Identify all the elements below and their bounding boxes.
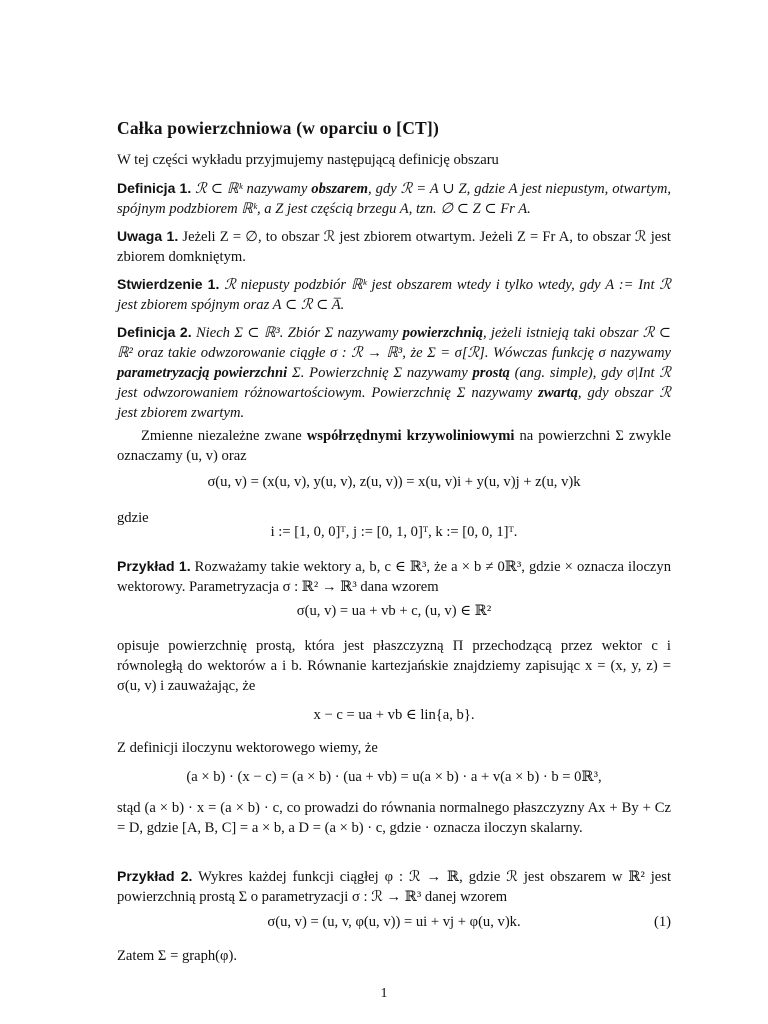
- remark-1-label: Uwaga 1.: [117, 228, 179, 244]
- equation-plane: σ(u, v) = ua + vb + c, (u, v) ∈ ℝ²: [296, 603, 492, 619]
- definition-2-label: Definicja 2.: [117, 324, 192, 340]
- example-2: [117, 866, 671, 907]
- paragraph-cross-product: Z definicji iloczynu wektorowego wiemy, że: [117, 740, 378, 756]
- definition-2-text-2: , jeżeli istnieją taki obszar ℛ ⊂ ℝ² oraz takie odwzorowanie ciągłe σ : ℛ → ℝ³, że Σ = σ[ℛ]. Wówczas funkcję σ nazywamy: [117, 325, 671, 361]
- definition-2-term-surface: powierzchnią: [402, 325, 483, 341]
- paragraph-coordinates-term: współrzędnymi krzywoliniowymi: [306, 428, 515, 444]
- definition-1-label: Definicja 1.: [117, 180, 192, 196]
- definition-2-term-simple: prostą: [472, 365, 510, 381]
- equation-cross-product: (a × b) · (x − c) = (a × b) · (ua + vb) = u(a × b) · a + v(a × b) · b = 0ℝ³,: [186, 769, 602, 785]
- equation-sigma: σ(u, v) = (x(u, v), y(u, v), z(u, v)) = x(u, v)i + y(u, v)j + z(u, v)k: [207, 474, 581, 490]
- paragraph-graph: Zatem Σ = graph(φ).: [117, 948, 237, 964]
- paragraph-coordinates-text-1: Zmienne niezależne zwane: [141, 428, 302, 444]
- remark-1: [117, 226, 671, 267]
- intro-paragraph: W tej części wykładu przyjmujemy następującą definicję obszaru: [117, 152, 499, 168]
- example-2-label: Przykład 2.: [117, 868, 193, 884]
- definition-2-text-5: , gdy obszar ℛ jest zbiorem zwartym.: [117, 385, 671, 421]
- paragraph-coordinates-text-2: na powierzchni Σ zwykle oznaczamy (u, v) oraz: [117, 428, 672, 464]
- example-1-text: Rozważamy takie wektory a, b, c ∈ ℝ³, że a × b ≠ 0ℝ³, gdzie × oznacza iloczyn wektorowy. Parametryzacja σ : ℝ² → ℝ³ dana wzorem: [117, 559, 671, 595]
- example-2-text: Wykres każdej funkcji ciągłej φ : ℛ → ℝ, gdzie ℛ jest obszarem w ℝ² jest powierzchnią prostą Σ o parametryzacji σ : ℛ → ℝ³ danej wzorem: [117, 869, 672, 905]
- paragraph-normal-equation: stąd (a × b) · x = (a × b) · c, co prowadzi do równania normalnego płaszczyzny Ax + By + Cz = D, gdzie [A, B, C] = a × b, a D = (a × b) · c, gdzie · oznacza iloczyn skalarny.: [117, 800, 671, 836]
- paragraph-plane: opisuje powierzchnię prostą, która jest płaszczyzną Π przechodzącą przez wektor c i równoległą do wektorów a i b. Równanie kartezjańskie znajdziemy zapisując x = (x, y, z) = σ(u, v) i zauważając, że: [117, 638, 671, 694]
- page-number: 1: [380, 986, 388, 1001]
- section-title: Całka powierzchniowa (w oparciu o [CT]): [117, 118, 439, 138]
- example-1-label: Przykład 1.: [117, 558, 191, 574]
- definition-2: [117, 322, 671, 423]
- definition-2-term-compact: zwartą: [538, 385, 578, 401]
- proposition-1-text: ℛ niepusty podzbiór ℝᵏ jest obszarem wtedy i tylko wtedy, gdy A := Int ℛ jest zbiorem spójnym oraz A ⊂ ℛ ⊂ A̅.: [117, 277, 671, 313]
- example-1: [117, 556, 671, 597]
- definition-2-term-parametrization: parametryzacją powierzchni: [117, 365, 288, 381]
- proposition-1: [117, 274, 671, 315]
- definition-2-text-3: Σ. Powierzchnię Σ nazywamy: [292, 365, 468, 381]
- proposition-1-label: Stwierdzenie 1.: [117, 276, 220, 292]
- definition-2-text-4: (ang. simple), gdy σ|Int ℛ jest odwzorowaniem różnowartościowym. Powierzchnię Σ nazywamy: [117, 365, 671, 401]
- definition-1-text-b: , gdy ℛ = A ∪ Z, gdzie A jest niepustym, otwartym, spójnym podzbiorem ℝᵏ, a Z jest częścią brzegu A, tzn. ∅ ⊂ Z ⊂ Fr A.: [117, 181, 672, 217]
- definition-1: [117, 178, 671, 219]
- equation-span: x − c = ua + vb ∈ lin{a, b}.: [313, 707, 475, 723]
- definition-1-term: obszarem: [311, 181, 369, 197]
- equation-basis: i := [1, 0, 0]ᵀ, j := [0, 1, 0]ᵀ, k := [0, 0, 1]ᵀ.: [270, 524, 518, 540]
- paragraph-coordinates: [117, 426, 671, 466]
- definition-1-text-a: ℛ ⊂ ℝᵏ nazywamy: [195, 181, 308, 197]
- equation-graph-body: σ(u, v) = (u, v, φ(u, v)) = ui + vj + φ(u, v)k.: [267, 914, 521, 930]
- remark-1-text: Jeżeli Z = ∅, to obszar ℛ jest zbiorem otwartym. Jeżeli Z = Fr A, to obszar ℛ jest zbiorem domkniętym.: [117, 229, 671, 265]
- equation-number: (1): [653, 914, 671, 930]
- definition-2-text-1: Niech Σ ⊂ ℝ³. Zbiór Σ nazywamy: [195, 325, 399, 341]
- equation-graph: [117, 914, 671, 931]
- word-gdzie: gdzie: [117, 510, 149, 526]
